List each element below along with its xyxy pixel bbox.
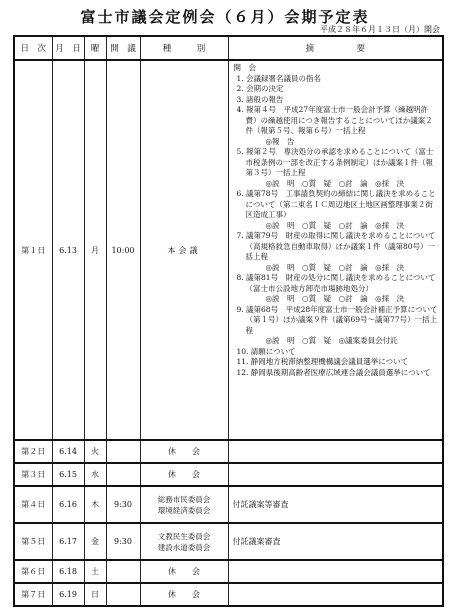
type-cell: 休 会 bbox=[140, 463, 228, 486]
agenda-item: 11. 静岡地方税滞納整理機構議会議員選挙について bbox=[236, 357, 409, 366]
agenda-item: 1. 会議録署名議員の指名 bbox=[236, 73, 322, 83]
summary-cell: 付託議案審査 bbox=[228, 523, 443, 560]
weekday-cell: 月 bbox=[84, 60, 106, 440]
date-cell: 6.17 bbox=[52, 523, 84, 560]
col-header-type: 種 別 bbox=[140, 36, 228, 60]
weekday-cell: 火 bbox=[84, 440, 106, 463]
date-cell: 6.13 bbox=[52, 60, 84, 440]
agenda-item: 9. 議第68号 平成28年度富士市一般会計補正予算について（第１号）ほか議案９件（議第69号～議第77号）一括上程 bbox=[236, 304, 438, 335]
date-cell: 6.18 bbox=[52, 560, 84, 583]
day-cell: 第７日 bbox=[14, 583, 52, 606]
col-header-summary: 摘 要 bbox=[228, 36, 443, 60]
agenda-procedure: ◎説 明 ○質 疑 ○討 論 ◎採 決 bbox=[265, 262, 405, 272]
agenda-item: 6. 議第78号 工事請負契約の締結に関し議決を求めることについて（第二東名ＩＣ周辺地区土地区画整理事業２街区造成工事） bbox=[236, 189, 436, 219]
col-header-day: 日 次 bbox=[14, 36, 52, 60]
schedule-table bbox=[13, 35, 444, 607]
agenda-item: 5. 報第２号 専決処分の承認を求めることについて（富士市税条例の一部を改正する条例制定）ほか議案１件（報第３号）一括上程 bbox=[236, 147, 434, 177]
agenda-item: 12. 静岡県後期高齢者医療広域連合議会議員選挙について bbox=[236, 367, 431, 377]
weekday-cell: 水 bbox=[84, 463, 106, 486]
table-row bbox=[14, 523, 443, 560]
time-cell: 9:30 bbox=[106, 486, 140, 523]
day-cell: 第５日 bbox=[14, 523, 52, 560]
agenda-procedure: ◎報 告 bbox=[265, 136, 295, 146]
agenda-item: 3. 諸般の報告 bbox=[236, 94, 284, 104]
col-header-time: 開 議 bbox=[106, 36, 140, 60]
table-row bbox=[14, 486, 443, 523]
time-cell: 10:00 bbox=[106, 60, 140, 440]
day-cell: 第３日 bbox=[14, 463, 52, 486]
table-row bbox=[14, 60, 443, 440]
day-cell: 第４日 bbox=[14, 486, 52, 523]
agenda-procedure: ◎説 明 ○質 疑 ○討 論 ◎採 決 bbox=[265, 220, 405, 230]
page-title: 富士市議会定例会（６月）会期予定表 bbox=[80, 8, 370, 26]
type-cell: 文教民生委員会 建設水道委員会 bbox=[140, 523, 228, 560]
time-cell bbox=[106, 583, 140, 606]
summary-heading: 開 会 bbox=[233, 63, 256, 72]
day-cell: 第１日 bbox=[14, 60, 52, 440]
type-cell: 休 会 bbox=[140, 440, 228, 463]
day-cell: 第６日 bbox=[14, 560, 52, 583]
agenda-procedure: ◎説 明 ○質 疑 ○討 論 ◎採 決 bbox=[265, 294, 405, 303]
agenda-procedure: ◎説 明 ○質 疑 ◎議案委員会付託 bbox=[265, 336, 398, 345]
agenda-item: 10. 請願について bbox=[236, 346, 296, 356]
type-cell: 総務市民委員会 環境経済委員会 bbox=[140, 486, 228, 523]
col-header-date: 月 日 bbox=[52, 36, 84, 60]
summary-cell bbox=[228, 440, 443, 463]
agenda-item: 4. 報第４号 平成27年度富士市一般会計予算（繰越明許費）の繰越使用につき報告することについてほか議案２件（報第５号、報第６号）一括上程 bbox=[236, 105, 433, 135]
weekday-cell: 木 bbox=[84, 486, 106, 523]
agenda-item: 8. 議第81号 財産の処分に関し議決を求めることについて（富士市公設地方卸売市場跡地処分） bbox=[236, 273, 436, 293]
day-cell: 第２日 bbox=[14, 440, 52, 463]
date-cell: 6.16 bbox=[52, 486, 84, 523]
type-cell: 本会議 bbox=[140, 60, 228, 440]
table-row bbox=[14, 560, 443, 583]
weekday-cell: 日 bbox=[84, 583, 106, 606]
date-cell: 6.14 bbox=[52, 440, 84, 463]
type-cell: 休 会 bbox=[140, 583, 228, 606]
time-cell bbox=[106, 463, 140, 486]
summary-cell bbox=[228, 583, 443, 606]
table-row bbox=[14, 463, 443, 486]
summary-cell bbox=[228, 60, 443, 440]
col-header-weekday: 曜 bbox=[84, 36, 106, 60]
date-cell: 6.15 bbox=[52, 463, 84, 486]
summary-cell bbox=[228, 463, 443, 486]
time-cell: 9:30 bbox=[106, 523, 140, 560]
table-row bbox=[14, 583, 443, 606]
summary-cell: 付託議案等審査 bbox=[228, 486, 443, 523]
header-row bbox=[14, 36, 443, 60]
agenda-item: 2. 会期の決定 bbox=[236, 84, 284, 93]
type-cell: 休 会 bbox=[140, 560, 228, 583]
weekday-cell: 土 bbox=[84, 560, 106, 583]
time-cell bbox=[106, 440, 140, 463]
table-row bbox=[14, 440, 443, 463]
agenda-procedure: ◎説 明 ○質 疑 ○討 論 ◎採 決 bbox=[265, 178, 405, 188]
opening-date: 平成２８年６月１３日（月）開会 bbox=[320, 25, 440, 34]
time-cell bbox=[106, 560, 140, 583]
date-cell: 6.19 bbox=[52, 583, 84, 606]
weekday-cell: 金 bbox=[84, 523, 106, 560]
summary-cell bbox=[228, 560, 443, 583]
agenda-item: 7. 議第79号 財産の取得に関し議決を求めることについて（高規格救急自動車取得）ほか議案１件（議第80号）一括上程 bbox=[236, 231, 436, 261]
